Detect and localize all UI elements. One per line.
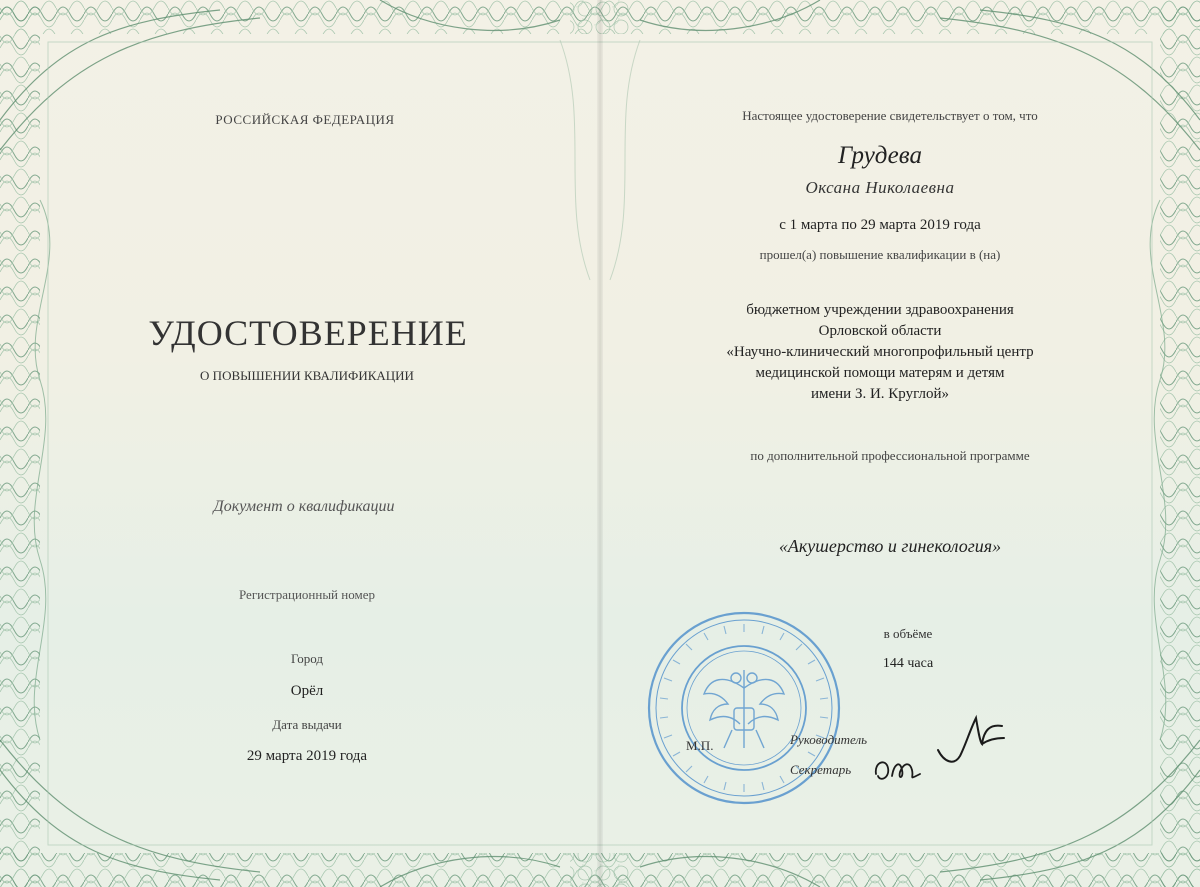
training-period: с 1 марта по 29 марта 2019 года (779, 217, 981, 233)
city-label: Город (290, 651, 324, 666)
document-kind: Документ о квалификации (213, 498, 395, 515)
document-subtitle: О ПОВЫШЕНИИ КВАЛИФИКАЦИИ (200, 368, 414, 383)
seal-place-label: М.П. (686, 738, 714, 753)
issue-date-label: Дата выдачи (272, 717, 342, 732)
institution-line: бюджетном учреждении здравоохранения (746, 302, 1014, 318)
official-stamp-icon (644, 608, 844, 808)
document-title: УДОСТОВЕРЕНИЕ (148, 313, 468, 353)
volume-hours: 144 часа (882, 656, 934, 671)
right-page (600, 0, 1200, 887)
institution-line: медицинской помощи матерям и детям (755, 365, 1005, 381)
secretary-label: Секретарь (790, 762, 852, 777)
training-passed-text: прошел(а) повышение квалификации в (на) (759, 247, 1001, 262)
institution-name (580, 300, 1180, 405)
registration-number-label: Регистрационный номер (239, 587, 375, 602)
head-label: Руководитель (790, 732, 868, 747)
holder-surname: Грудева (838, 142, 922, 169)
head-signature-icon (930, 700, 1010, 780)
city-value: Орёл (290, 683, 324, 699)
holder-given-names: Оксана Николаевна (805, 178, 955, 197)
certification-intro: Настоящее удостоверение свидетельствует о том, что (742, 108, 1038, 123)
program-name: «Акушерство и гинекология» (778, 536, 1002, 556)
institution-line: «Научно-клинический многопрофильный центр (726, 344, 1034, 360)
volume-label: в объёме (883, 626, 933, 641)
institution-line: Орловской области (818, 323, 942, 339)
institution-line: имени З. И. Круглой» (810, 386, 950, 402)
secretary-signature-icon (870, 750, 930, 790)
issue-date-value: 29 марта 2019 года (246, 748, 368, 764)
country-label: РОССИЙСКАЯ ФЕДЕРАЦИЯ (215, 112, 395, 127)
program-label: по дополнительной профессиональной программе (750, 448, 1030, 463)
